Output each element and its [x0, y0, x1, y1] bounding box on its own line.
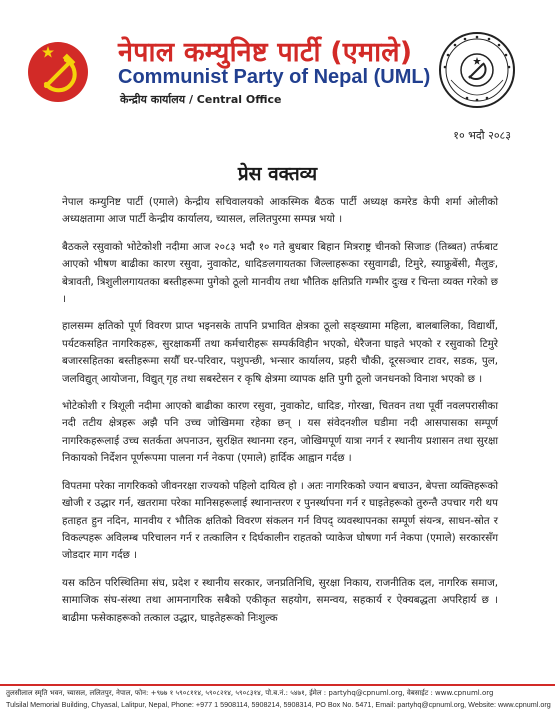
- paragraph-3: हालसम्म क्षतिको पूर्ण विवरण प्राप्त भइनसके तापनि प्रभावित क्षेत्रका ठूलो सङ्ख्यामा महिला, बालबालिका, विद्यार्थी, पर्यटकसहित नागरिकहरू, सुरक्षाकर्मी तथा कर्मचारीहरू सम्पर्कविहीन भएको, धेरैजना घाइते भएको र रसुवाको टिमुरे बजारसहितका बस्तीहरूमा सयौँ घर-परिवार, पशुपन्छी, भन्सार कार्यालय, प्रहरी चौकी, दूरसञ्चार टावर, सडक, पुल, जलविद्युत् आयोजना, विद्युत् गृह तथा सबस्टेसन र कृषि क्षेत्रमा व्यापक क्षति पुगी ठूलो जनधनको विनाश भएको छ ।: [62, 320, 498, 385]
- office-label: केन्द्रीय कार्यालय / Central Office: [120, 93, 282, 106]
- footer-address-english: Tulsilal Memorial Building, Chyasal, Lalitpur, Nepal, Phone: +977 1 5908114, 5908214, 5908314, PO Box No. 5471, Email: partyhq@cpnuml.org, Website: www.cpnuml.org: [6, 700, 551, 709]
- document-date: १० भदौ २०८३: [453, 129, 511, 142]
- paragraph-4: भोटेकोशी र त्रिशूली नदीमा आएको बाढीका कारण रसुवा, नुवाकोट, धादिङ, गोरखा, चितवन तथा पूर्वी नवलपरासीका नदी तटीय क्षेत्रहरू अझै पनि उच्च जोखिममा रहेका छन् । यस संवेदनशील घडीमा नदी आसपासका सम्पूर्ण नागरिकहरूलाई उच्च सतर्कता अपनाउन, सुरक्षित स्थानमा रहन, जोखिमपूर्ण यात्रा नगर्न र स्थानीय प्रशासन तथा सुरक्षा निकायको निर्देशन पूर्णरूपमा पालना गर्न नेकपा (एमाले) हार्दिक आह्वान गर्दछ ।: [62, 400, 498, 465]
- party-name-nepali: नेपाल कम्युनिष्ट पार्टी (एमाले): [118, 37, 413, 68]
- paragraph-1: नेपाल कम्युनिष्ट पार्टी (एमाले) केन्द्रीय सचिवालयको आकस्मिक बैठक पार्टी अध्यक्ष कमरेड केपी शर्मा ओलीको अध्यक्षतामा आज पार्टी केन्द्रीय कार्यालय, च्यासल, ललितपुरमा सम्पन्न भयो ।: [62, 196, 498, 226]
- paragraph-2: बैठकले रसुवाको भोटेकोशी नदीमा आज २०८३ भदौ १० गते बुधबार बिहान मित्रराष्ट्र चीनको सिजाङ (तिब्बत) तर्फबाट आएको भीषण बाढीका कारण रसुवा, नुवाकोट, धादिङलगायतका जिल्लाहरूका रसुवागढी, टिमुरे, स्याफ्रुबेंसी, मैलुङ, बेत्रावती, त्रिशुलीलगायतका बस्तीहरूमा पुगेको ठूलो मानवीय तथा भौतिक क्षतिप्रति गम्भीर दुःख र चिन्ता व्यक्त गरेको छ ।: [62, 240, 498, 306]
- party-seal-icon: [437, 30, 517, 110]
- footer-address: [6, 688, 551, 710]
- paragraph-5: विपतमा परेका नागरिकको जीवनरक्षा राज्यको पहिलो दायित्व हो । अतः नागरिकको ज्यान बचाउन, बेपत्ता व्यक्तिहरूको खोजी र उद्धार गर्न, खतरामा परेका मानिसहरूलाई स्थानान्तरण र पुनर्स्थापना गर्न र घाइतेहरूको तुरुन्तै उपचार गरी थप हताहत हुन नदिन, मानवीय र भौतिक क्षतिको विवरण संकलन गर्न विपद् व्यवस्थापनका सम्पूर्ण संयन्त्र, साधन-स्रोत र विकल्पहरू अविलम्ब परिचालन गर्न र तत्कालिन र दिर्घकालीन राहतको प्याकेज घोषणा गर्न नेकपा (एमाले) सरकारसँग जोडदार माग गर्दछ ।: [62, 479, 498, 562]
- letterhead: [0, 0, 555, 118]
- footer-address-nepali: तुलसीलाल स्मृति भवन, च्यासल, ललितपुर, नेपाल, फोन: +९७७ १ ५९०८११४, ५९०८२१४, ५९०८३१४, पो.ब.नं.: ५४७१, ईमेल : partyhq@cpnuml.org, वेबसाईट : www.cpnuml.org: [6, 689, 494, 697]
- party-name-english: Communist Party of Nepal (UML): [118, 66, 431, 88]
- press-release-heading: प्रेस वक्तव्य: [237, 163, 318, 185]
- paragraph-6: यस कठिन परिस्थितिमा संघ, प्रदेश र स्थानीय सरकार, जनप्रतिनिधि, सुरक्षा निकाय, राजनीतिक दल, नागरिक समाज, सामाजिक संघ-संस्था तथा आमनागरिक सबैको एकीकृत सहयोग, समन्वय, सहकार्य र ऐक्यबद्धता अपरिहार्य छ । बाढीमा फसेकाहरूको तत्काल उद्धार, घाइतेहरूको निःशुल्क: [62, 576, 498, 624]
- statement-body: [62, 194, 498, 637]
- footer-divider: [0, 684, 555, 686]
- hammer-sickle-logo: [26, 40, 90, 104]
